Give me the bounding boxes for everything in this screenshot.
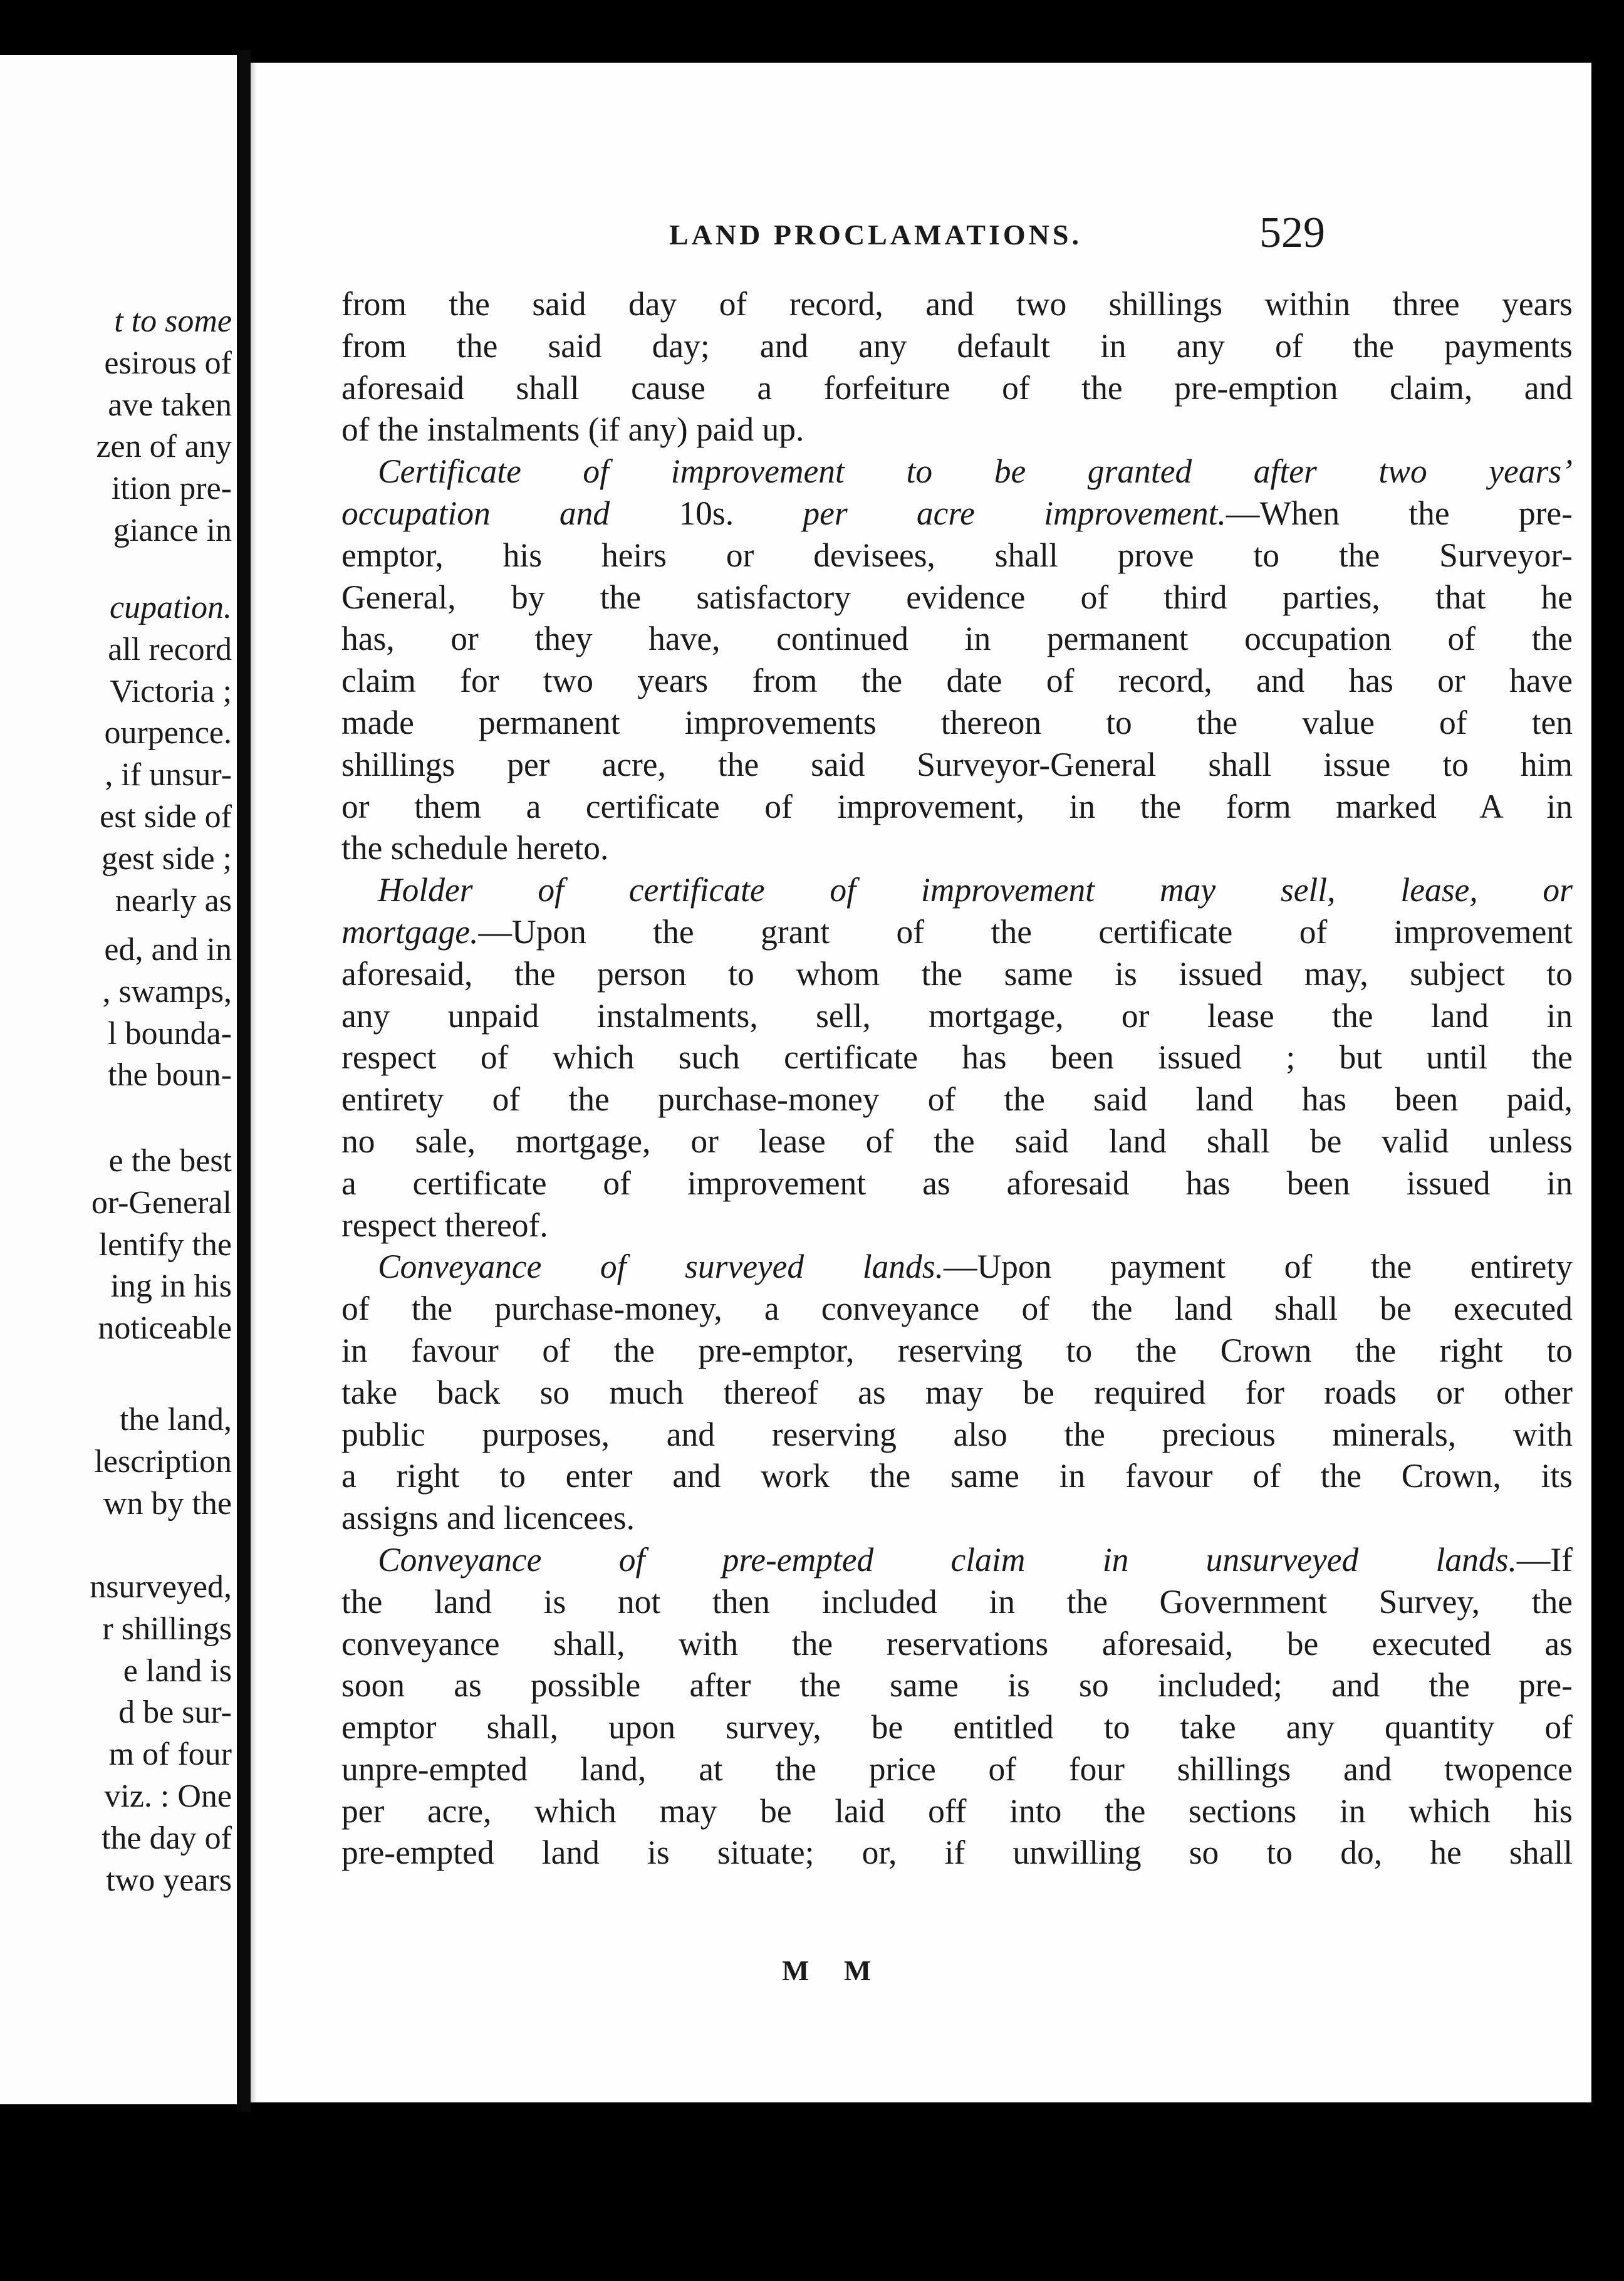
text-run: soon as possible after the same is so included; and the pre- bbox=[341, 1666, 1573, 1704]
text-line bbox=[341, 535, 1573, 577]
text-run: respect of which such certificate has been issued ; but until the bbox=[341, 1038, 1573, 1077]
text-run: no sale, mortgage, or lease of the said land shall be valid unless bbox=[341, 1122, 1573, 1160]
facing-page-fragment: viz. : One bbox=[104, 1778, 232, 1814]
text-line bbox=[341, 493, 1573, 535]
facing-page-fragment: e the best bbox=[108, 1143, 232, 1179]
text-line bbox=[341, 827, 1573, 869]
text-line bbox=[341, 660, 1573, 702]
text-line bbox=[341, 744, 1573, 786]
text-line bbox=[341, 1246, 1573, 1288]
text-run: emptor, his heirs or devisees, shall prove to the Surveyor- bbox=[341, 536, 1573, 574]
text-line bbox=[341, 1497, 1573, 1539]
text-line bbox=[341, 1414, 1573, 1456]
text-line bbox=[341, 1288, 1573, 1330]
facing-page-fragment: , swamps, bbox=[102, 973, 232, 1010]
text-line bbox=[341, 1372, 1573, 1414]
text-run: any unpaid instalments, sell, mortgage, or lease the land in bbox=[341, 996, 1573, 1035]
facing-page-fragment: t to some bbox=[114, 303, 232, 339]
text-line bbox=[341, 953, 1573, 995]
text-run: —If bbox=[1516, 1540, 1573, 1579]
italic-run: mortgage. bbox=[341, 912, 479, 951]
text-line bbox=[341, 786, 1573, 828]
text-run: aforesaid, the person to whom the same is issued may, subject to bbox=[341, 954, 1573, 993]
facing-page-fragment: d be sur- bbox=[118, 1694, 232, 1731]
running-head: LAND PROCLAMATIONS. bbox=[669, 219, 1082, 251]
text-run: made permanent improvements thereon to the value of ten bbox=[341, 703, 1573, 741]
text-line bbox=[341, 1748, 1573, 1790]
facing-page-fragment: noticeable bbox=[98, 1310, 232, 1347]
text-line bbox=[341, 1162, 1573, 1204]
facing-page-fragment: gest side ; bbox=[102, 840, 232, 877]
text-run: assigns and licencees. bbox=[341, 1499, 635, 1537]
text-run: from the said day of record, and two shillings within three years bbox=[341, 285, 1573, 323]
text-line bbox=[341, 1706, 1573, 1748]
text-run: pre-empted land is situate; or, if unwilling so to do, he shall bbox=[341, 1834, 1573, 1872]
facing-page-fragment: e land is bbox=[123, 1652, 232, 1689]
facing-page-fragment: esirous of bbox=[104, 345, 232, 381]
facing-page-fragment: nsurveyed, bbox=[90, 1569, 232, 1605]
text-run: per acre, which may be laid off into the sections in which his bbox=[341, 1792, 1573, 1830]
text-line bbox=[341, 618, 1573, 660]
facing-page-fragment: Victoria ; bbox=[110, 673, 232, 709]
book-gutter bbox=[237, 50, 251, 2112]
page-edge-shadow bbox=[251, 63, 257, 2102]
page bbox=[251, 63, 1591, 2102]
facing-page-fragment: all record bbox=[108, 631, 232, 667]
text-line bbox=[341, 1539, 1573, 1581]
facing-page-fragment: wn by the bbox=[103, 1485, 232, 1522]
facing-page-fragment: nearly as bbox=[115, 882, 232, 919]
text-run: a right to enter and work the same in favour of the Crown, its bbox=[341, 1457, 1573, 1495]
facing-page-fragment: ourpence. bbox=[104, 715, 232, 751]
text-line bbox=[341, 283, 1573, 325]
facing-page-fragment: , if unsur- bbox=[105, 757, 232, 793]
text-line bbox=[341, 577, 1573, 619]
facing-page-fragment: ition pre- bbox=[111, 471, 232, 507]
text-line bbox=[341, 1623, 1573, 1665]
text-run: or them a certificate of improvement, in the form marked A in bbox=[341, 787, 1573, 825]
facing-page-fragment: est side of bbox=[100, 799, 232, 835]
text-run: has, or they have, continued in permanent occupation of the bbox=[341, 620, 1573, 658]
text-run: of the purchase-money, a conveyance of the land shall be executed bbox=[341, 1290, 1573, 1328]
text-run: General, by the satisfactory evidence of third parties, that he bbox=[341, 578, 1573, 616]
text-run: the land is not then included in the Government Survey, the bbox=[341, 1582, 1573, 1621]
italic-run: Certificate of improvement to be granted after two years’ bbox=[378, 452, 1573, 491]
page-number: 529 bbox=[1259, 209, 1325, 257]
text-run: public purposes, and reserving also the precious minerals, with bbox=[341, 1415, 1573, 1453]
facing-page-fragment: r shillings bbox=[102, 1610, 232, 1647]
facing-page-fragment: lescription bbox=[94, 1443, 232, 1480]
italic-run: Holder of certificate of improvement may sell, lease, or bbox=[378, 871, 1573, 909]
facing-page-fragment: ing in his bbox=[110, 1268, 232, 1305]
facing-page-fragment: l bounda- bbox=[108, 1015, 232, 1052]
text-line bbox=[341, 367, 1573, 409]
text-line bbox=[341, 1204, 1573, 1246]
text-run: from the said day; and any default in any of the payments bbox=[341, 326, 1573, 365]
text-run: —Upon the grant of the certificate of improvement bbox=[478, 912, 1573, 951]
text-line bbox=[341, 1832, 1573, 1874]
text-line bbox=[341, 1078, 1573, 1120]
text-line bbox=[341, 1330, 1573, 1372]
text-run: the schedule hereto. bbox=[341, 829, 609, 867]
text-run: of the instalments (if any) paid up. bbox=[341, 410, 804, 449]
text-line bbox=[341, 409, 1573, 451]
text-line bbox=[341, 1581, 1573, 1623]
facing-page-fragment: lentify the bbox=[98, 1226, 232, 1263]
text-line bbox=[341, 1120, 1573, 1162]
text-line bbox=[341, 451, 1573, 493]
italic-run: per acre improvement. bbox=[803, 494, 1226, 532]
facing-page-fragment: the boun- bbox=[108, 1057, 232, 1094]
text-run: unpre-empted land, at the price of four shillings and twopence bbox=[341, 1750, 1573, 1788]
italic-run: Conveyance of surveyed lands. bbox=[378, 1248, 944, 1286]
text-line bbox=[341, 1790, 1573, 1832]
italic-run: occupation and bbox=[341, 494, 679, 532]
signature-mark: M M bbox=[782, 1955, 885, 1986]
facing-page-fragment: m of four bbox=[108, 1736, 232, 1773]
text-run: —Upon payment of the entirety bbox=[944, 1248, 1573, 1286]
text-line bbox=[341, 702, 1573, 744]
italic-run: Conveyance of pre-empted claim in unsurveyed lands. bbox=[378, 1540, 1517, 1579]
text-run: entirety of the purchase-money of the said land has been paid, bbox=[341, 1080, 1573, 1119]
text-line bbox=[341, 1036, 1573, 1078]
text-run: take back so much thereof as may be required for roads or other bbox=[341, 1373, 1573, 1411]
text-run: respect thereof. bbox=[341, 1206, 548, 1244]
text-run: 10s. bbox=[679, 494, 803, 532]
text-run: aforesaid shall cause a forfeiture of the pre-emption claim, and bbox=[341, 368, 1573, 407]
facing-page-fragment: ave taken bbox=[108, 387, 232, 423]
facing-page-fragment: two years bbox=[106, 1862, 232, 1898]
facing-page-fragment: the day of bbox=[102, 1820, 232, 1856]
facing-page-fragment: zen of any bbox=[96, 429, 232, 465]
text-run: a certificate of improvement as aforesaid has been issued in bbox=[341, 1164, 1573, 1202]
text-line bbox=[341, 1664, 1573, 1706]
text-run: emptor shall, upon survey, be entitled to take any quantity of bbox=[341, 1708, 1573, 1746]
text-run: claim for two years from the date of record, and has or have bbox=[341, 662, 1573, 700]
facing-page-fragment: cupation. bbox=[110, 590, 232, 625]
text-line bbox=[341, 325, 1573, 367]
text-run: —When the pre- bbox=[1226, 494, 1573, 532]
text-line bbox=[341, 1455, 1573, 1497]
facing-page-fragment: the land, bbox=[119, 1402, 232, 1438]
text-line bbox=[341, 911, 1573, 953]
text-run: shillings per acre, the said Surveyor-General shall issue to him bbox=[341, 745, 1573, 783]
text-run: conveyance shall, with the reservations aforesaid, be executed as bbox=[341, 1624, 1573, 1662]
text-run: in favour of the pre-emptor, reserving to the Crown the right to bbox=[341, 1331, 1573, 1369]
facing-page bbox=[0, 55, 237, 2104]
facing-page-fragment: or-General bbox=[91, 1184, 232, 1221]
facing-page-fragment: ed, and in bbox=[104, 932, 232, 968]
text-line bbox=[341, 995, 1573, 1037]
text-line bbox=[341, 869, 1573, 911]
body-text bbox=[341, 283, 1573, 1874]
facing-page-fragment: giance in bbox=[113, 513, 232, 548]
